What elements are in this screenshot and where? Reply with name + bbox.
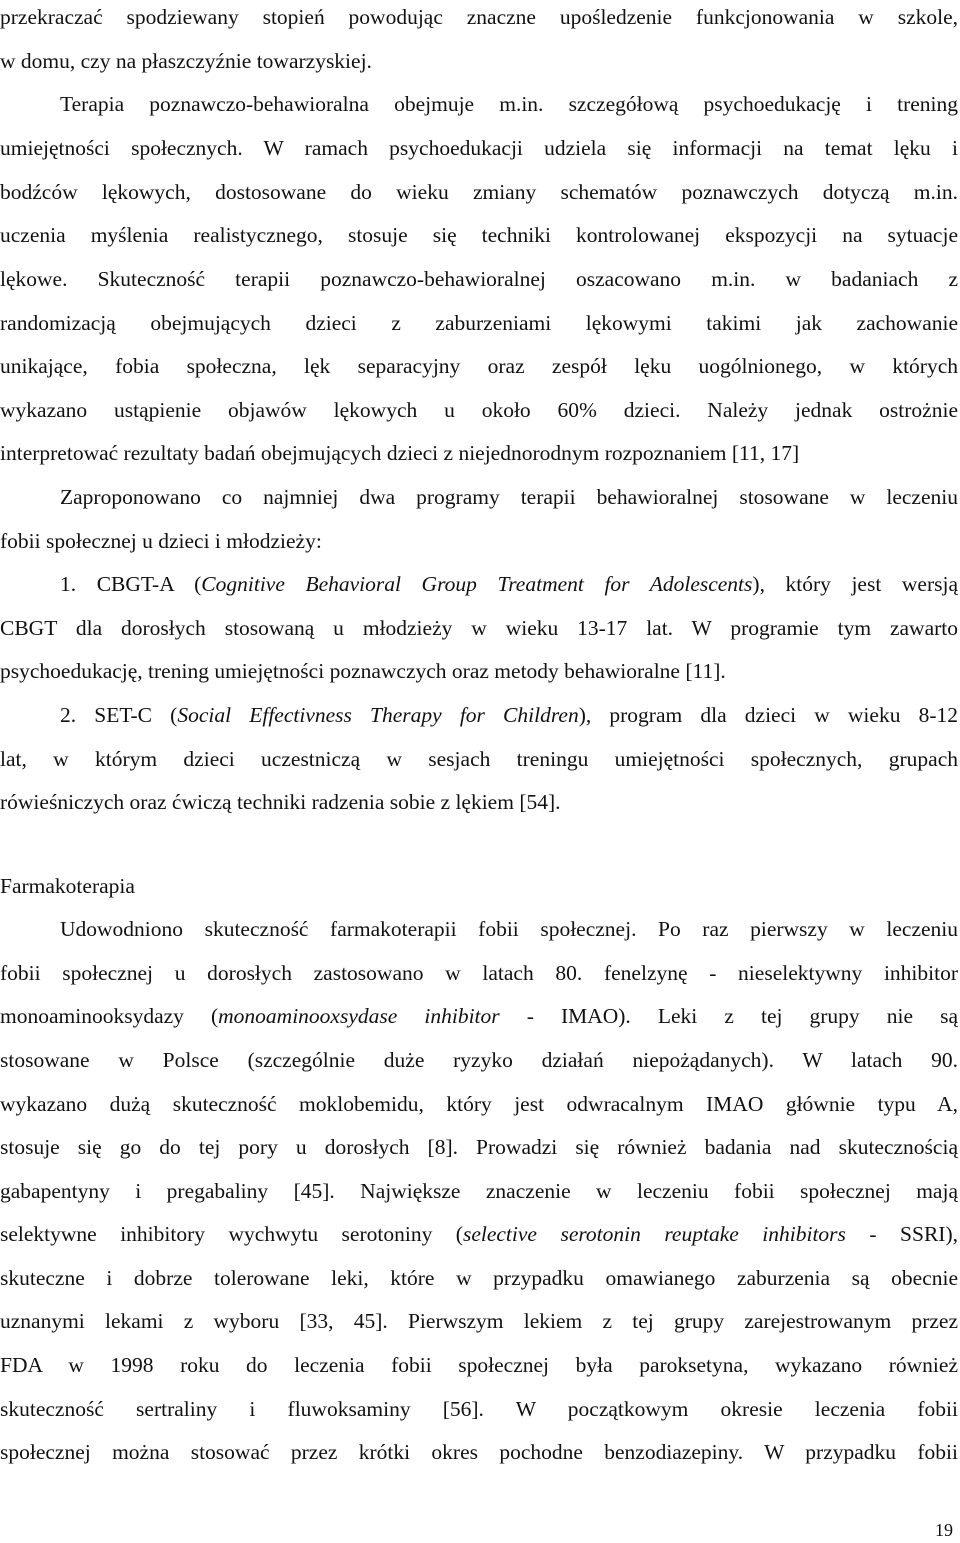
paragraph-line: w domu, czy na płaszczyźnie towarzyskiej. <box>0 49 372 73</box>
paragraph-line: Udowodniono skuteczność farmakoterapii fobii społecznej. Po raz pierwszy w leczeniu <box>60 917 958 941</box>
list-item-line: lat, w którym dzieci uczestniczą w sesjach treningu umiejętności społecznych, grupach <box>0 747 958 771</box>
paragraph-line: Zaproponowano co najmniej dwa programy terapii behawioralnej stosowane w leczeniu <box>60 485 958 509</box>
list-item-italic-term: Social Effectivness Therapy for Children <box>177 703 579 727</box>
list-item-line: rówieśniczych oraz ćwiczą techniki radzenia sobie z lękiem [54]. <box>0 790 561 814</box>
text-fragment: selektywne inhibitory wychwytu serotoniny ( <box>0 1222 463 1246</box>
paragraph-line: Terapia poznawczo-behawioralna obejmuje m.in. szczegółową psychoedukację i trening <box>60 92 958 116</box>
paragraph-line <box>0 1219 958 1249</box>
paragraph-line: umiejętności społecznych. W ramach psychoedukacji udziela się informacji na temat lęku i <box>0 136 958 160</box>
paragraph-line: lękowe. Skuteczność terapii poznawczo-behawioralnej oszacowano m.in. w badaniach z <box>0 267 958 291</box>
page-number: 19 <box>935 1520 953 1540</box>
paragraph-line: gabapentyny i pregabaliny [45]. Największe znaczenie w leczeniu fobii społecznej mają <box>0 1179 958 1203</box>
paragraph-line: przekraczać spodziewany stopień powodując znaczne upośledzenie funkcjonowania w szkole, <box>0 5 958 29</box>
paragraph-line: stosuje się go do tej pory u dorosłych [8]. Prowadzi się również badania nad skutecznością <box>0 1135 958 1159</box>
paragraph-line: społecznej można stosować przez krótki okres pochodne benzodiazepiny. W przypadku fobii <box>0 1440 958 1464</box>
paragraph-line: randomizacją obejmujących dzieci z zaburzeniami lękowymi takimi jak zachowanie <box>0 311 958 335</box>
paragraph-line: bodźców lękowych, dostosowane do wieku zmiany schematów poznawczych dotyczą m.in. <box>0 180 958 204</box>
list-item-prefix: 1. CBGT-A ( <box>60 572 202 596</box>
paragraph-line: interpretować rezultaty badań obejmujących dzieci z niejednorodnym rozpoznaniem [11, 17] <box>0 441 800 465</box>
text-fragment: monoaminooksydazy ( <box>0 1004 219 1028</box>
paragraph-line: unikające, fobia społeczna, lęk separacyjny oraz zespół lęku uogólnionego, w których <box>0 354 958 378</box>
list-item-prefix: 2. SET-C ( <box>60 703 178 727</box>
text-fragment: - SSRI), <box>845 1222 958 1246</box>
list-item-suffix: ), program dla dzieci w wieku 8-12 <box>578 703 958 727</box>
italic-term: monoaminooxsydase inhibitor <box>218 1004 500 1028</box>
paragraph-line: skuteczne i dobrze tolerowane leki, które w przypadku omawianego zaburzenia są obecnie <box>0 1266 958 1290</box>
list-item-suffix: ), który jest wersją <box>752 572 958 596</box>
paragraph-line: wykazano dużą skuteczność moklobemidu, który jest odwracalnym IMAO głównie typu A, <box>0 1092 958 1116</box>
paragraph-line: FDA w 1998 roku do leczenia fobii społecznej była paroksetyna, wykazano również <box>0 1353 958 1377</box>
italic-term: selective serotonin reuptake inhibitors <box>462 1222 846 1246</box>
list-item-line <box>0 569 958 599</box>
paragraph-line: skuteczność sertraliny i fluwoksaminy [56]. W początkowym okresie leczenia fobii <box>0 1397 958 1421</box>
list-item-line: psychoedukację, trening umiejętności poznawczych oraz metody behawioralne [11]. <box>0 659 726 683</box>
list-item-italic-term: Cognitive Behavioral Group Treatment for Adolescents <box>201 572 753 596</box>
paragraph-line: uczenia myślenia realistycznego, stosuje się techniki kontrolowanej ekspozycji na sytuacje <box>0 223 958 247</box>
paragraph-line <box>0 1001 958 1031</box>
paragraph-line: fobii społecznej u dorosłych zastosowano w latach 80. fenelzynę - nieselektywny inhibitor <box>0 961 958 985</box>
list-item-line <box>0 700 958 730</box>
text-fragment: - IMAO). Leki z tej grupy nie są <box>499 1004 958 1028</box>
list-item-line: CBGT dla dorosłych stosowaną u młodzieży w wieku 13-17 lat. W programie tym zawarto <box>0 616 958 640</box>
paragraph-line: fobii społecznej u dzieci i młodzieży: <box>0 529 322 553</box>
paragraph-line: uznanymi lekami z wyboru [33, 45]. Pierwszym lekiem z tej grupy zarejestrowanym przez <box>0 1309 958 1333</box>
section-heading: Farmakoterapia <box>0 874 135 898</box>
paragraph-line: stosowane w Polsce (szczególnie duże ryzyko działań niepożądanych). W latach 90. <box>0 1048 958 1072</box>
paragraph-line: wykazano ustąpienie objawów lękowych u około 60% dzieci. Należy jednak ostrożnie <box>0 398 958 422</box>
